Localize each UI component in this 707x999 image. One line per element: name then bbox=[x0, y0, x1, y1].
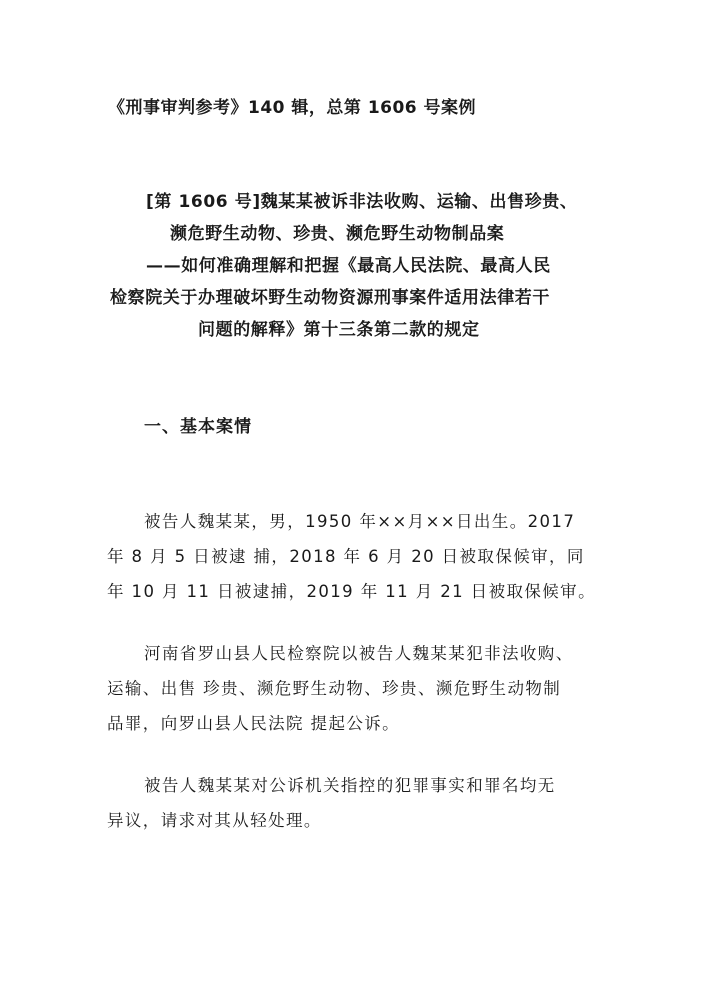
case-title bbox=[100, 186, 610, 346]
section-heading-basic-facts: 一、基本案情 bbox=[144, 417, 252, 437]
paragraph-line: 年 10 月 11 日被逮捕，2019 年 11 月 21 日被取保候审。 bbox=[107, 582, 596, 601]
paragraph-line: 河南省罗山县人民检察院以被告人魏某某犯非法收购、 bbox=[144, 644, 574, 663]
paragraph-defendant-plea bbox=[107, 768, 602, 838]
paragraph-line: 被告人魏某某，男，1950 年××月××日出生。2017 bbox=[144, 512, 576, 531]
paragraph-defendant-info bbox=[107, 504, 602, 609]
paragraph-line: 品罪，向罗山县人民法院 提起公诉。 bbox=[107, 714, 401, 733]
case-title-line: 濒危野生动物、珍贵、濒危野生动物制品案 bbox=[170, 224, 505, 244]
case-title-line: [第 1606 号]魏某某被诉非法收购、运输、出售珍贵、 bbox=[146, 192, 578, 212]
paragraph-prosecution bbox=[107, 636, 602, 741]
case-subtitle-line: 检察院关于办理破坏野生动物资源刑事案件适用法律若干 bbox=[110, 288, 550, 308]
case-source-line: 《刑事审判参考》140 辑，总第 1606 号案例 bbox=[108, 98, 477, 118]
paragraph-line: 被告人魏某某对公诉机关指控的犯罪事实和罪名均无 bbox=[144, 776, 556, 795]
paragraph-line: 年 8 月 5 日被逮 捕，2018 年 6 月 20 日被取保候审，同 bbox=[107, 547, 585, 566]
case-subtitle-line: 问题的解释》第十三条第二款的规定 bbox=[198, 320, 480, 340]
paragraph-line: 异议，请求对其从轻处理。 bbox=[107, 811, 322, 830]
paragraph-line: 运输、出售 珍贵、濒危野生动物、珍贵、濒危野生动物制 bbox=[107, 679, 562, 698]
case-subtitle-line: ——如何准确理解和把握《最高人民法院、最高人民 bbox=[146, 256, 551, 276]
